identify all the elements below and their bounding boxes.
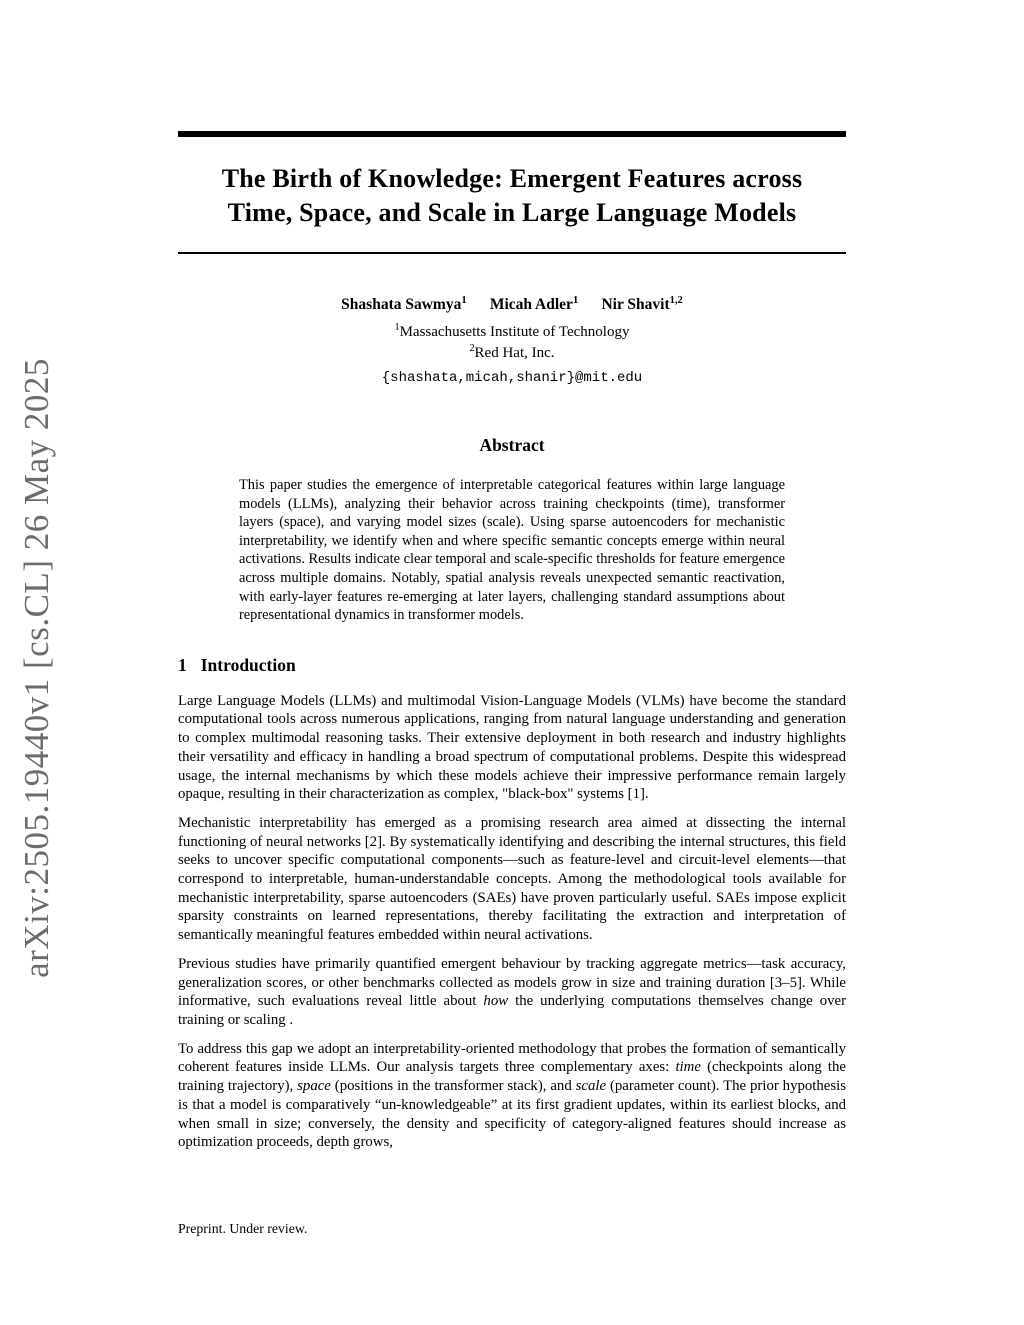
paper-content	[178, 0, 846, 1152]
paper-title-line1: The Birth of Knowledge: Emergent Features across	[221, 164, 803, 193]
section-number: 1	[178, 654, 187, 675]
intro-paragraph-3: Previous studies have primarily quantified emergent behaviour by tracking aggregate metrics—task accuracy, generalization scores, or other benchmarks collected as models grow in size and training duration [3–5]. While informative, such evaluations reveal little about how the underlying computations themselves change over training or scaling .	[178, 955, 846, 1028]
intro-paragraph-4: To address this gap we adopt an interpretability-oriented methodology that probes the formation of semantically coherent features inside LLMs. Our analysis targets three complementary axes: time (checkpoints along the training trajectory), space (positions in the transformer stack), and scale (parameter count). The prior hypothesis is that a model is comparatively “un-knowledgeable” at its first gradient updates, within its earliest blocks, and when small in size; conversely, the density and specificity of category-aligned features should increase as optimization proceeds, depth grows,	[178, 1040, 847, 1151]
authors-line: Shashata Sawmya$^1$ Micah Adler$^1$ Nir Shavit$^{1,2}$	[341, 294, 683, 313]
abstract-text: This paper studies the emergence of interpretable categorical features within large language models (LLMs), analyzing their behavior across training checkpoints (time), transformer layers (space), and varying model sizes (scale). Using sparse autoencoders for mechanistic interpretability, we identify when and where specific semantic concepts emerge within neural activations. Results indicate clear temporal and scale-specific thresholds for feature emergence across multiple domains. Notably, spatial analysis reveals unexpected semantic reactivation, with early-layer features re-emerging at later layers, challenging standard assumptions about representational dynamics in transformer models.	[239, 477, 785, 624]
footer-note: Preprint. Under review.	[178, 1221, 308, 1236]
intro-paragraph-2: Mechanistic interpretability has emerged as a promising research area aimed at dissecting the internal functioning of neural networks [2]. By systematically identifying and describing the internal structures, this field seeks to uncover specific computational components—such as feature-level and circuit-level elements—that correspond to interpretable, human-understandable concepts. Among the methodological tools available for mechanistic interpretability, sparse autoencoders (SAEs) have proven particularly useful. SAEs impose explicit sparsity constraints on learned representations, thereby facilitating the extraction and interpretation of semantically meaningful features embedded within neural activations.	[178, 814, 846, 944]
arxiv-watermark: arXiv:2505.19440v1 [cs.CL] 26 May 2025	[17, 358, 56, 978]
title-rule-bottom	[178, 252, 846, 254]
affiliation-redhat: $^2$Red Hat, Inc.	[469, 343, 555, 361]
intro-paragraph-1: Large Language Models (LLMs) and multimodal Vision-Language Models (VLMs) have become the standard computational tools across numerous applications, ranging from natural language understanding and generation to complex multimodal reasoning tasks. Their extensive deployment in both research and industry highlights their versatility and efficacy in handling a broad spectrum of computational problems. Despite this widespread usage, the internal mechanisms by which these models achieve their impressive performance remain largely opaque, resulting in their characterization as complex, "black-box" systems [1].	[178, 692, 846, 803]
section-title: Introduction	[200, 654, 296, 675]
email-line: {shashata,micah,shanir}@mit.edu	[381, 370, 643, 386]
paper-title	[178, 162, 846, 230]
title-rule-top	[178, 131, 846, 137]
abstract-heading: Abstract	[479, 435, 545, 455]
section-heading-introduction	[178, 655, 846, 676]
paper-title-line2: Time, Space, and Scale in Large Language Models	[227, 198, 797, 227]
affiliation-mit: $^1$Massachusetts Institute of Technology	[394, 322, 630, 340]
